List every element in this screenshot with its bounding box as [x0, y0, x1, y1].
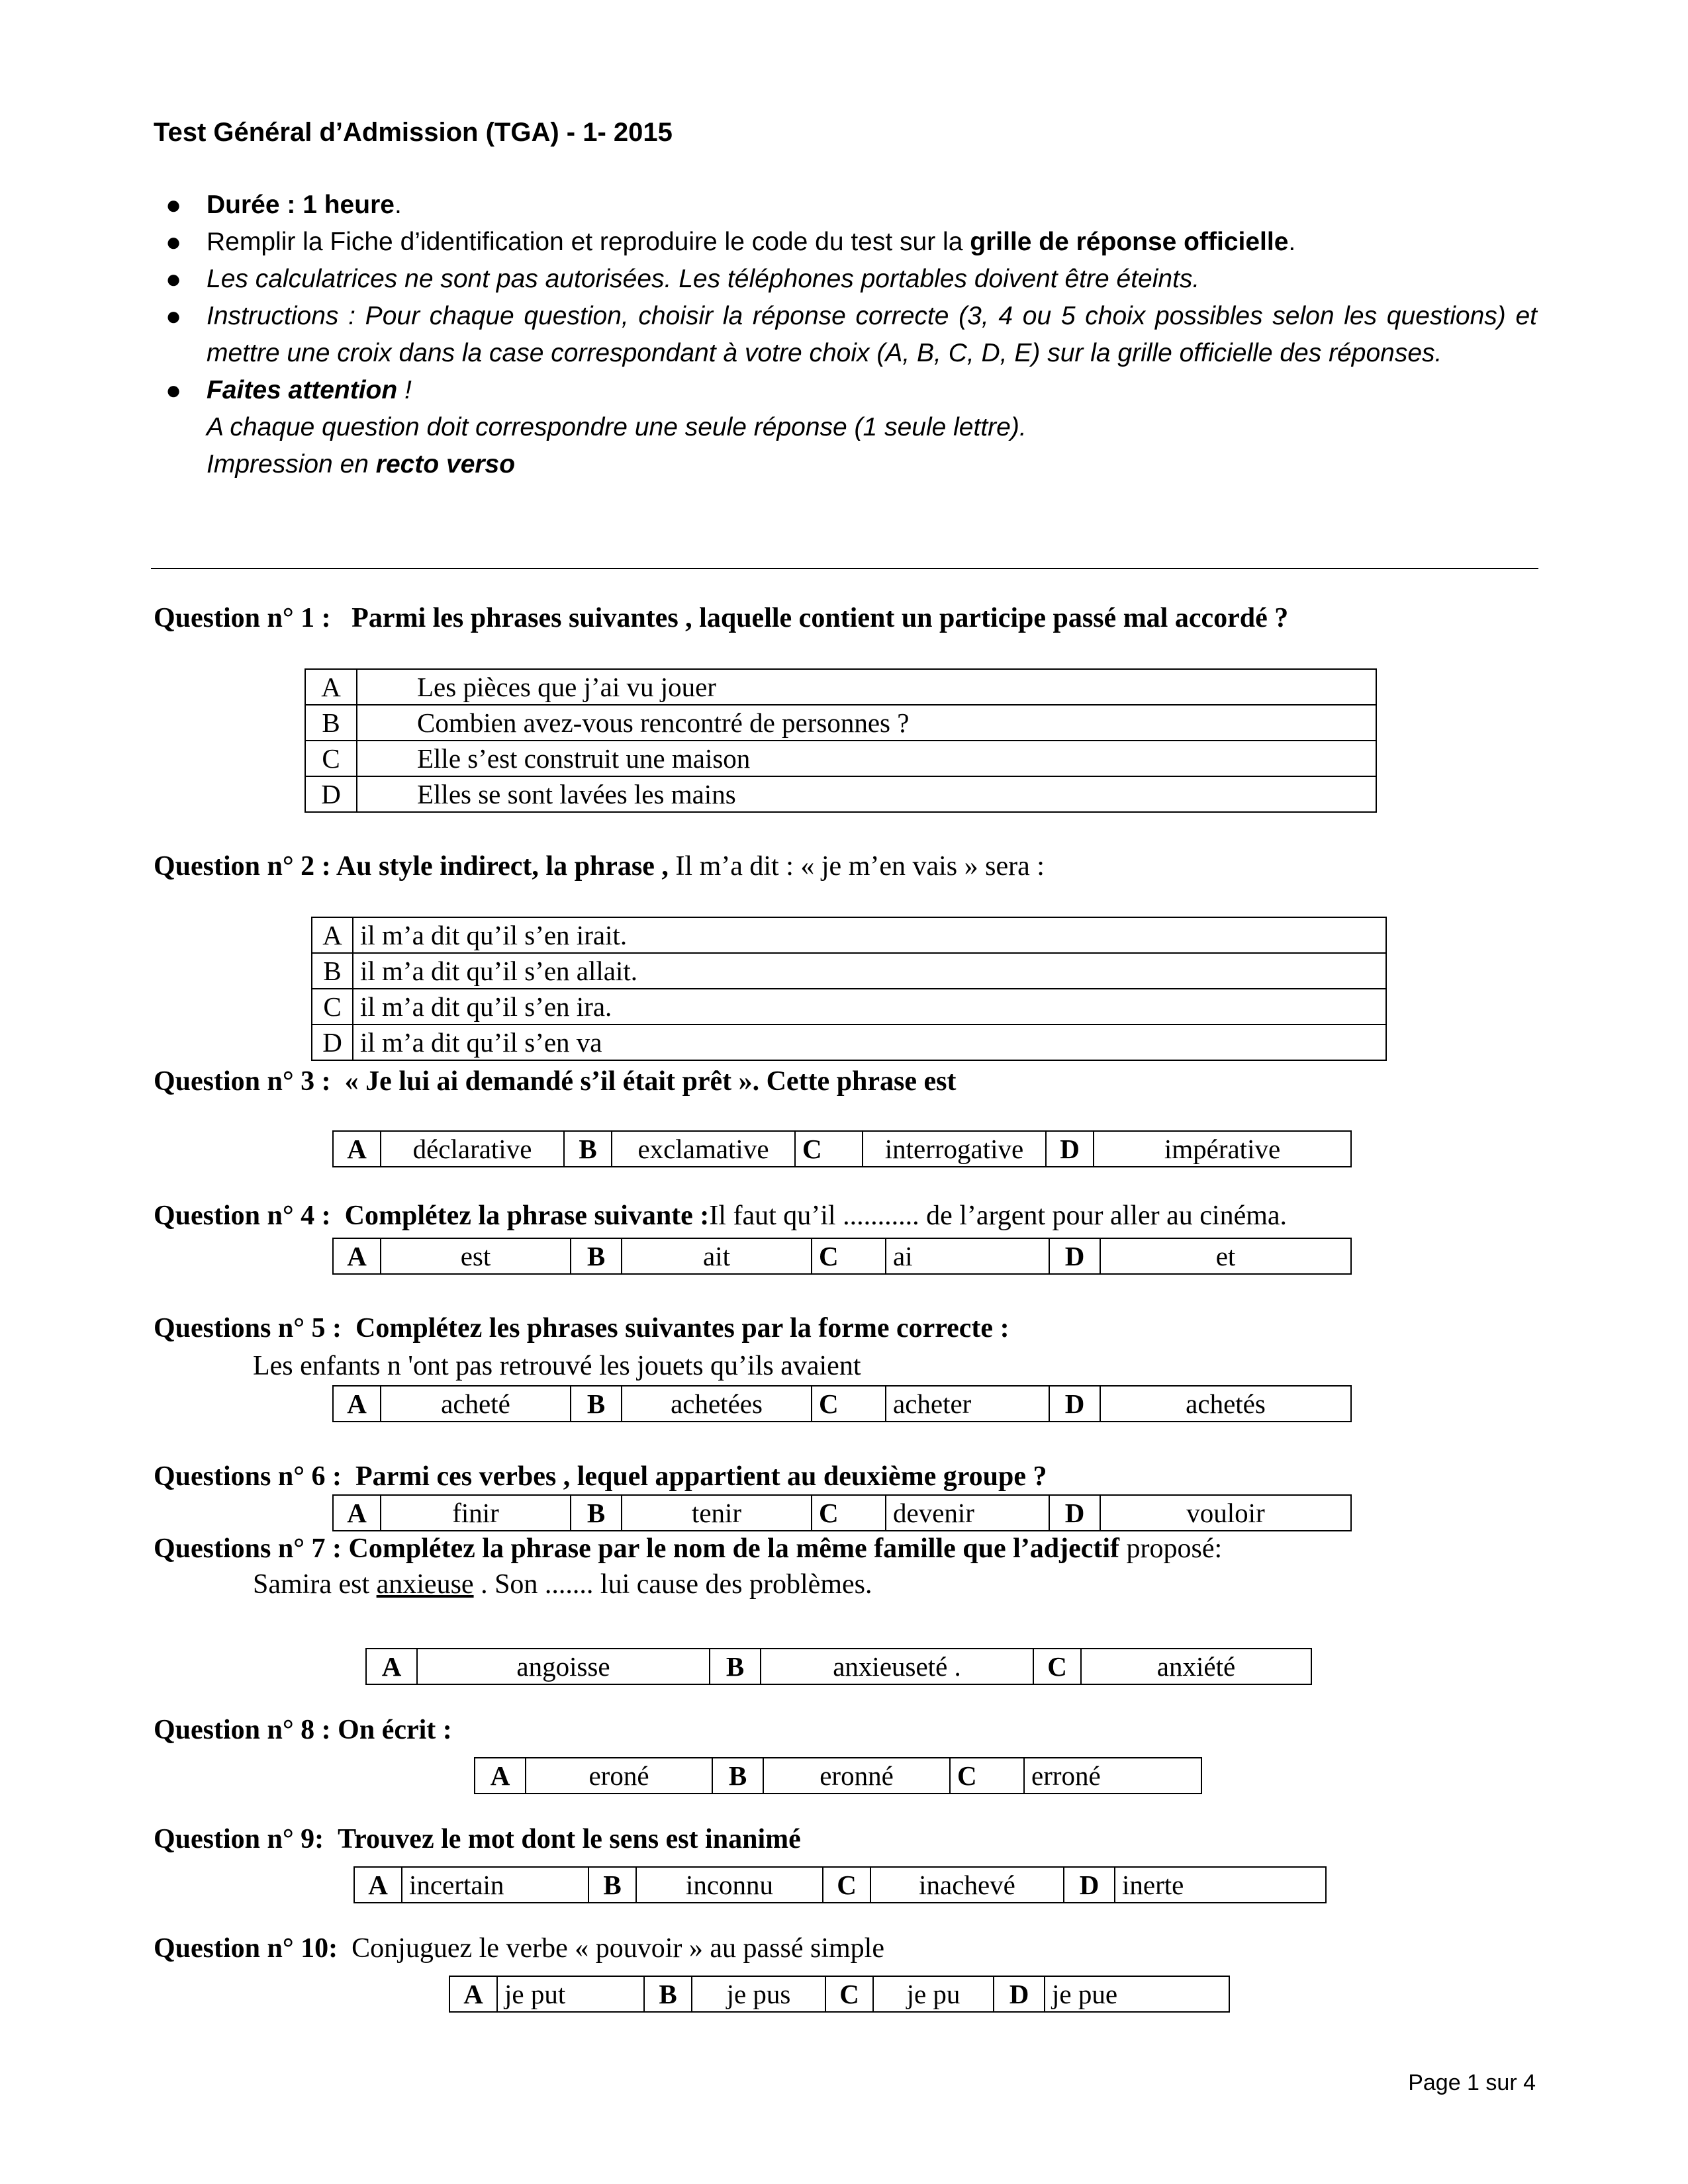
option-d-letter[interactable]: D	[1049, 1238, 1100, 1274]
option-c-letter[interactable]: C	[950, 1758, 1024, 1794]
print-text: Impression en	[207, 450, 376, 478]
instructions-list	[154, 187, 1537, 483]
option-a-letter[interactable]: A	[475, 1758, 526, 1794]
option-row	[333, 1238, 1351, 1274]
question-text: Complétez les phrases suivantes par la forme correcte :	[355, 1313, 1009, 1343]
option-row[interactable]	[305, 705, 1376, 741]
option-b-text: anxieuseté .	[761, 1649, 1033, 1684]
option-letter: B	[312, 953, 353, 989]
bullet-icon: ●	[165, 302, 182, 331]
option-a-letter[interactable]: A	[333, 1386, 381, 1422]
option-text: Elles se sont lavées les mains	[357, 776, 1376, 812]
fill-bold-text: grille de réponse officielle	[970, 228, 1289, 256]
question-quote: Il m’a dit : « je m’en vais » sera :	[668, 851, 1045, 882]
question-5-heading	[154, 1312, 1009, 1344]
option-b-letter[interactable]: B	[571, 1238, 622, 1274]
option-d-letter[interactable]: D	[1049, 1386, 1100, 1422]
option-c-letter[interactable]: C	[1033, 1649, 1081, 1684]
question-label: Questions n° 5 :	[154, 1313, 342, 1343]
question-1-options	[305, 668, 1377, 813]
option-a-text: eroné	[526, 1758, 712, 1794]
option-text: Les pièces que j’ai vu jouer	[357, 669, 1376, 705]
option-c-letter[interactable]: C	[823, 1867, 870, 1903]
bullet-icon: ●	[165, 376, 182, 405]
question-9-heading	[154, 1823, 801, 1855]
question-label: Question n° 10:	[154, 1933, 338, 1964]
option-row	[354, 1867, 1326, 1903]
question-6-options	[332, 1494, 1352, 1531]
option-row[interactable]	[312, 953, 1386, 989]
question-1-heading	[154, 602, 1288, 634]
option-letter: B	[305, 705, 357, 741]
question-text: Parmi ces verbes , lequel appartient au deuxième groupe ?	[355, 1461, 1047, 1492]
option-c-letter[interactable]: C	[812, 1238, 886, 1274]
option-c-text: anxiété	[1081, 1649, 1311, 1684]
page-title: Test Général d’Admission (TGA) - 1- 2015	[154, 118, 673, 147]
option-a-letter[interactable]: A	[333, 1131, 381, 1167]
option-row[interactable]	[305, 741, 1376, 776]
option-b-letter[interactable]: B	[588, 1867, 636, 1903]
option-a-letter[interactable]: A	[333, 1495, 381, 1531]
bullet-icon: ●	[165, 228, 182, 257]
option-c-letter[interactable]: C	[812, 1495, 886, 1531]
question-8-heading	[154, 1714, 452, 1746]
question-label: Question n° 1 :	[154, 603, 331, 633]
option-letter: C	[312, 989, 353, 1024]
option-d-letter[interactable]: D	[994, 1976, 1045, 2012]
question-2-heading	[154, 850, 1045, 882]
sentence-underlined-word: anxieuse	[376, 1569, 474, 1600]
option-c-letter[interactable]: C	[795, 1131, 863, 1167]
option-c-text: devenir	[886, 1495, 1049, 1531]
option-b-letter[interactable]: B	[571, 1495, 622, 1531]
option-d-text: achetés	[1100, 1386, 1351, 1422]
option-a-letter[interactable]: A	[366, 1649, 417, 1684]
option-c-letter[interactable]: C	[812, 1386, 886, 1422]
option-row	[333, 1495, 1351, 1531]
option-c-text: inachevé	[870, 1867, 1064, 1903]
question-10-options	[449, 1976, 1230, 2013]
question-text: Trouvez le mot dont le sens est inanimé	[338, 1824, 801, 1854]
bullet-icon: ●	[165, 191, 182, 220]
option-text: il m’a dit qu’il s’en irait.	[353, 917, 1386, 953]
option-row	[333, 1131, 1351, 1167]
question-sentence: Il faut qu’il ........... de l’argent pour aller au cinéma.	[709, 1201, 1288, 1231]
option-row[interactable]	[312, 1024, 1386, 1060]
option-text: il m’a dit qu’il s’en ira.	[353, 989, 1386, 1024]
option-d-text: impérative	[1094, 1131, 1351, 1167]
option-d-text: inerte	[1115, 1867, 1326, 1903]
question-7-heading	[154, 1533, 1222, 1565]
attention-suffix: !	[397, 376, 412, 404]
option-b-text: achetées	[622, 1386, 812, 1422]
option-b-text: inconnu	[636, 1867, 823, 1903]
question-label: Questions n° 6 :	[154, 1461, 342, 1492]
divider	[151, 568, 1538, 569]
instruction-attention	[154, 372, 1537, 483]
option-a-letter[interactable]: A	[449, 1976, 497, 2012]
instruction-calculators	[154, 261, 1537, 298]
question-label: Question n° 8 :	[154, 1715, 331, 1745]
option-d-text: je pue	[1045, 1976, 1229, 2012]
option-text: Combien avez-vous rencontré de personnes ?	[357, 705, 1376, 741]
option-a-letter[interactable]: A	[354, 1867, 402, 1903]
question-text: Parmi les phrases suivantes , laquelle contient un participe passé mal accordé ?	[352, 603, 1289, 633]
option-letter: A	[312, 917, 353, 953]
option-row[interactable]	[312, 917, 1386, 953]
instruction-rules	[154, 298, 1537, 372]
option-row	[449, 1976, 1229, 2012]
option-b-text: tenir	[622, 1495, 812, 1531]
question-10-heading	[154, 1933, 884, 1964]
calculators-text: Les calculatrices ne sont pas autorisées. Les téléphones portables doivent être éteints.	[207, 265, 1200, 293]
option-c-text: ai	[886, 1238, 1049, 1274]
question-7-sentence	[253, 1569, 872, 1600]
option-row[interactable]	[312, 989, 1386, 1024]
question-text: « Je lui ai demandé s’il était prêt ». Cette phrase est	[344, 1066, 957, 1097]
question-label: Question n° 2	[154, 851, 315, 882]
option-b-text: je pus	[692, 1976, 825, 2012]
question-6-heading	[154, 1461, 1047, 1492]
option-text: il m’a dit qu’il s’en va	[353, 1024, 1386, 1060]
option-letter: A	[305, 669, 357, 705]
page-number: Page 1 sur 4	[1408, 2070, 1536, 2095]
option-b-text: exclamative	[612, 1131, 795, 1167]
option-row[interactable]	[305, 776, 1376, 812]
option-row	[475, 1758, 1201, 1794]
option-b-text: eronné	[763, 1758, 950, 1794]
question-text-suffix: proposé:	[1119, 1533, 1223, 1564]
attention-text: Faites attention	[207, 376, 398, 404]
question-5-sentence: Les enfants n 'ont pas retrouvé les jouets qu’ils avaient	[253, 1351, 861, 1381]
question-label: Question n° 9:	[154, 1824, 324, 1854]
question-8-options	[474, 1757, 1202, 1794]
option-text: il m’a dit qu’il s’en allait.	[353, 953, 1386, 989]
question-text: On écrit :	[338, 1715, 452, 1745]
print-bold-text: recto verso	[375, 450, 516, 478]
option-letter: D	[312, 1024, 353, 1060]
option-a-text: est	[381, 1238, 571, 1274]
question-text: : Au style indirect, la phrase ,	[314, 851, 669, 882]
fill-text: Remplir la Fiche d’identification et reproduire le code du test sur la	[207, 228, 970, 256]
option-row	[333, 1386, 1351, 1422]
option-d-letter[interactable]: D	[1064, 1867, 1115, 1903]
instruction-duration	[154, 187, 1537, 224]
option-a-text: acheté	[381, 1386, 571, 1422]
option-c-text: acheter	[886, 1386, 1049, 1422]
sentence-suffix: . Son ....... lui cause des problèmes.	[473, 1569, 872, 1600]
option-c-text: erroné	[1024, 1758, 1201, 1794]
option-c-text: je pu	[873, 1976, 994, 2012]
duration-text: Durée : 1 heure	[207, 191, 395, 219]
option-a-text: je put	[497, 1976, 644, 2012]
option-text: Elle s’est construit une maison	[357, 741, 1376, 776]
option-c-text: interrogative	[863, 1131, 1046, 1167]
question-label: Questions n° 7	[154, 1533, 326, 1564]
option-letter: D	[305, 776, 357, 812]
option-d-text: et	[1100, 1238, 1351, 1274]
sentence-prefix: Samira est	[253, 1569, 377, 1600]
option-c-letter[interactable]: C	[825, 1976, 873, 2012]
option-row	[366, 1649, 1311, 1684]
option-b-text: ait	[622, 1238, 812, 1274]
question-4-heading	[154, 1200, 1287, 1232]
duration-suffix: .	[394, 191, 402, 219]
question-3-heading	[154, 1066, 957, 1097]
option-a-text: finir	[381, 1495, 571, 1531]
question-label: Question n° 3 :	[154, 1066, 331, 1097]
option-b-letter[interactable]: B	[710, 1649, 761, 1684]
question-9-options	[353, 1866, 1327, 1903]
option-a-text: déclarative	[381, 1131, 564, 1167]
question-5-options	[332, 1385, 1352, 1422]
question-7-options	[365, 1648, 1312, 1685]
option-b-letter[interactable]: B	[712, 1758, 763, 1794]
question-3-options	[332, 1130, 1352, 1167]
option-d-letter[interactable]: D	[1046, 1131, 1094, 1167]
one-answer-text: A chaque question doit correspondre une seule réponse (1 seule lettre).	[207, 413, 1027, 441]
option-a-text: incertain	[402, 1867, 588, 1903]
question-text: : Complétez la phrase par le nom de la même famille que l’adjectif	[325, 1533, 1120, 1564]
option-letter: C	[305, 741, 357, 776]
question-2-options	[311, 917, 1387, 1061]
fill-suffix: .	[1288, 228, 1296, 256]
rules-text: Instructions : Pour chaque question, choisir la réponse correcte (3, 4 ou 5 choix possibles selon les questions) et mettre une croix dans la case correspondant à votre choix (A, B, C, D, E) sur la grille officielle des réponses.	[207, 302, 1537, 367]
option-b-letter[interactable]: B	[564, 1131, 612, 1167]
question-text: Conjuguez le verbe « pouvoir » au passé simple	[352, 1933, 884, 1964]
bullet-icon: ●	[165, 265, 182, 294]
option-d-letter[interactable]: D	[1049, 1495, 1100, 1531]
option-row[interactable]	[305, 669, 1376, 705]
question-4-options	[332, 1238, 1352, 1275]
instruction-fill	[154, 224, 1537, 261]
option-b-letter[interactable]: B	[571, 1386, 622, 1422]
option-b-letter[interactable]: B	[644, 1976, 692, 2012]
question-text: Complétez la phrase suivante :	[344, 1201, 710, 1231]
option-a-letter[interactable]: A	[333, 1238, 381, 1274]
option-d-text: vouloir	[1100, 1495, 1351, 1531]
question-label: Question n° 4 :	[154, 1201, 331, 1231]
option-a-text: angoisse	[417, 1649, 710, 1684]
